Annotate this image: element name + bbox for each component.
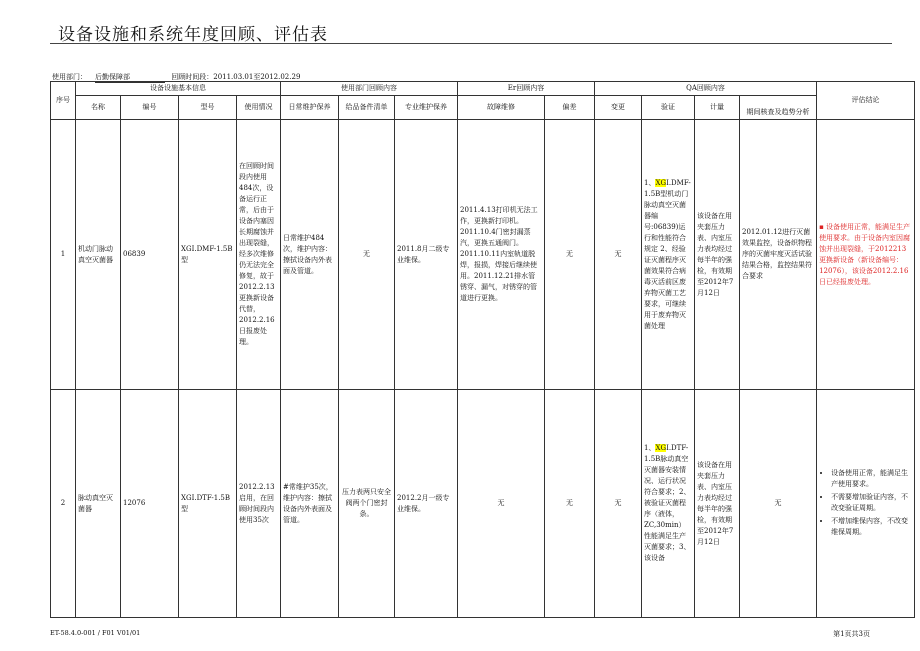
row-verification <box>642 120 695 390</box>
row-pro-maint: 2012.2月一级专业维保。 <box>395 390 458 618</box>
header-model: 型号 <box>179 96 237 120</box>
row-deviation: 无 <box>545 390 595 618</box>
table-row <box>51 120 915 390</box>
header-er-review: Er回顾内容 <box>458 82 595 96</box>
header-verification: 验证 <box>642 96 695 120</box>
header-conclusion: 评估结论 <box>817 82 915 120</box>
conclusion-item: • 设备使用正常，能满足生产使用要求。 <box>831 468 912 490</box>
header-daily-maint: 日常维护保养 <box>281 96 339 120</box>
header-metering: 计量 <box>695 96 740 120</box>
row-conclusion: ▪ 设备使用正常，能满足生产使用要求。由于设备内室因腐蚀并出现裂缝，于2012213更换新设备（新设备编号：12076），该设备2012.2.16日已经报废处理。 <box>817 120 915 390</box>
row-fault-repair: 2011.4.13打印机无法工作，更换新打印机。2011.10.4门密封漏蒸汽，更换五通阀门。2011.10.11内室轨道脱焊，报损，焊接后继续使用。2011.12.21排水管锈穿、漏气，对锈穿的管道进行更换。 <box>458 120 545 390</box>
row-verification <box>642 390 695 618</box>
footer-doc-code: ET-58.4.0-001 / F01 V01/01 <box>50 629 141 637</box>
footer-page-number: 第1页共3页 <box>833 630 870 638</box>
row-periodic: 2012.01.12进行灭菌效果监控，设备织物程序的灭菌牢度灭活试验结果合格，监控结果符合要求 <box>740 120 817 390</box>
header-name: 名称 <box>76 96 121 120</box>
row-change: 无 <box>595 390 642 618</box>
row-name: 脉动真空灭菌器 <box>76 390 121 618</box>
conclusion-item: • 不增加维保内容，不改变维保周期。 <box>831 516 912 538</box>
row-periodic: 无 <box>740 390 817 618</box>
row-model: XGI.DMF-1.5B型 <box>179 120 237 390</box>
header-deviation: 偏差 <box>545 96 595 120</box>
row-usage: 2012.2.13启用，在回顾时间段内使用35次 <box>237 390 281 618</box>
row-pro-maint: 2011.8月二级专业维保。 <box>395 120 458 390</box>
header-basic-info: 设备设施基本信息 <box>76 82 281 96</box>
row-spare-parts: 无 <box>339 120 395 390</box>
header-pro-maint: 专业维护保养 <box>395 96 458 120</box>
dept-label: 使用部门： <box>52 73 87 81</box>
header-change: 变更 <box>595 96 642 120</box>
header-seq: 序号 <box>51 82 76 120</box>
page-title: 设备设施和系统年度回顾、评估表 <box>58 25 328 45</box>
row-conclusion <box>817 390 915 618</box>
row-name: 机动门脉动真空灭菌器 <box>76 120 121 390</box>
period-value: 2011.03.01至2012.02.29 <box>213 73 301 81</box>
row-deviation: 无 <box>545 120 595 390</box>
verif-prefix: 1、 <box>644 178 656 187</box>
verif-text: I.DTF-1.5B脉动真空灭菌器安装情况、运行状况符合要求；2、被验证灭菌程序（液体，ZC,30min）性能满足生产灭菌要求；3、该设备 <box>644 444 691 562</box>
row-daily-maint: #常维护35次，维护内容：擦拭设备内外表面及管道。 <box>281 390 339 618</box>
header-fault-repair: 故障维修 <box>458 96 545 120</box>
header-dept-review: 使用部门回顾内容 <box>281 82 458 96</box>
verif-text: I.DMF-1.5B型机动门脉动真空灭菌器编号:06839)运行和性能符合规定 2、经验证灭菌程序灭菌效果符合病毒灭活前区废弃物灭菌工艺要求，可继续用于废弃物灭菌处理 <box>644 178 691 330</box>
header-periodic: 期间核查及趋势分析 <box>740 96 817 120</box>
table-row <box>51 390 915 618</box>
row-seq: 1 <box>51 120 76 390</box>
row-spare-parts: 压力表两只安全阀两个门密封条。 <box>339 390 395 618</box>
row-metering: 该设备在用夹套压力表、内室压力表均经过每半年的强检，有效期至2012年7月12日 <box>695 390 740 618</box>
conclusion-item: • 不需要增加验证内容，不改变验证周期。 <box>831 492 912 514</box>
row-model: XGI.DTF-1.5B型 <box>179 390 237 618</box>
row-daily-maint: 日常维护484次，维护内容：擦拭设备内外表面及管道。 <box>281 120 339 390</box>
highlight-mark: XG <box>655 444 667 452</box>
row-change: 无 <box>595 120 642 390</box>
dept-value: 后勤保障部 <box>95 72 165 83</box>
header-usage: 使用情况 <box>237 96 281 120</box>
header-code: 编号 <box>121 96 179 120</box>
conclusion-text: 设备使用正常，能满足生产使用要求。由于设备内室因腐蚀并出现裂缝，于2012213更换新设备（新设备编号：12076），该设备2012.2.16日已经报废处理。 <box>819 222 911 286</box>
title-divider <box>50 43 892 44</box>
header-spare-parts: 给品备件清单 <box>339 96 395 120</box>
conclusion-list <box>819 468 912 538</box>
review-table <box>50 81 915 618</box>
row-fault-repair: 无 <box>458 390 545 618</box>
row-code: 12076 <box>121 390 179 618</box>
row-metering: 该设备在用夹套压力表、内室压力表均经过每半年的强检，有效期至2012年7月12日 <box>695 120 740 390</box>
highlight-mark: XG <box>655 178 667 187</box>
verif-prefix: 1、 <box>644 444 656 452</box>
header-qa-review: QA回顾内容 <box>595 82 817 96</box>
row-code: 06839 <box>121 120 179 390</box>
row-seq: 2 <box>51 390 76 618</box>
period-label: 回顾时间段： <box>171 73 214 81</box>
row-usage: 在回顾时间段内使用484次，设备运行正常，后由于设备内塞因长期腐蚀并出现裂缝，经多次维修仍无法完全修复，故于2012.2.13更换新设备代替，2012.2.16日报废处理。 <box>237 120 281 390</box>
